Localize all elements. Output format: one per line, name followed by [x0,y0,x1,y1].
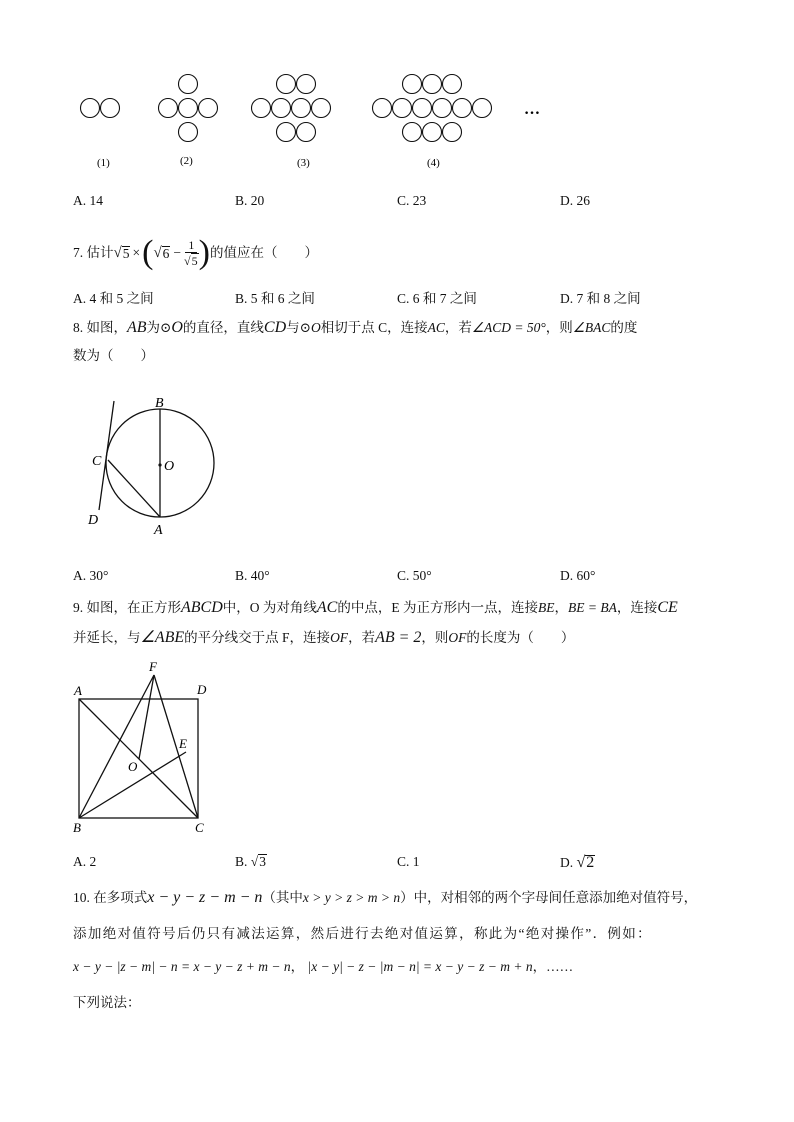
q9-text: 中，O 为对角线 [222,600,317,615]
q9-line-1 [73,598,678,618]
q7-denominator-value: 5 [191,253,198,268]
pattern-circle [277,75,296,94]
pattern-circle [403,123,422,142]
q8-label-B: B [155,396,164,411]
q10-separator: ， [290,959,305,974]
q8-text: 如图， [86,320,127,335]
pattern-circle [179,99,198,118]
q9-text: 的中点，E 为正方形内一点，连接 [337,600,538,615]
q9-AB-eq-2: AB = 2 [375,629,422,646]
q7-prefix: 估计 [86,245,114,260]
pattern-label-2: (2) [180,155,193,167]
pattern-circle [403,75,422,94]
q10-line-3 [73,957,573,977]
q9-text: 并延长，与 [73,630,141,645]
q8-text: 相切于点 C，连接 [320,320,428,335]
q9-label-C: C [195,820,204,835]
q9-segment-OF [139,675,154,759]
q8-text: ，则 [545,320,573,335]
q9-square-figure [68,655,218,840]
sqrt-icon: √ [113,245,122,261]
q10-line-2: 添加绝对值符号后仍只有减法运算，然后进行去绝对值运算，称此为“绝对操作”．例如： [73,926,652,941]
pattern-circle [443,123,462,142]
q9-label-F: F [149,659,157,674]
q10-condition: x > y > z > m > n [302,890,401,905]
q9-number: 9. [73,600,84,615]
pattern-circle [292,99,311,118]
q8-center-dot [158,463,161,466]
q10-line-1 [73,888,697,908]
q8-label-D: D [88,513,99,528]
pattern-circle [297,75,316,94]
q10-line-4: 下列说法： [73,995,141,1010]
q8-label-A: A [154,523,163,538]
q7-fraction [184,239,199,268]
q7-times: × [132,245,141,260]
q7-option-c: C. 6 和 7 之间 [397,291,477,306]
q9-line-2 [73,628,574,648]
q8-angle-BAC: ∠BAC [572,320,611,335]
q9-text: 的长度为（ ） [466,630,575,645]
q9-option-c: C. 1 [397,854,420,869]
q8-chord-AC [108,460,160,517]
q9-label-D: D [197,682,207,697]
pattern-circle [433,99,452,118]
pattern-circle [473,99,492,118]
pattern-circle [423,75,442,94]
q9-OF: OF [448,630,467,645]
q7-sqrt5: 5 [122,245,130,261]
pattern-label-1: (1) [97,157,110,169]
pattern-circle [179,123,198,142]
q8-O: O [310,320,321,335]
pattern-circle [443,75,462,94]
q8-circle-figure [80,392,230,542]
pattern-circle [413,99,432,118]
q10-expression: x − y − z − m − n [147,889,263,906]
q9-BE-eq-BA: BE = BA [567,600,617,615]
pattern-circle [199,99,218,118]
q8-option-c: C. 50° [397,568,432,583]
q10-number: 10. [73,890,90,905]
q8-CD: CD [263,319,287,336]
q9-AC: AC [316,599,338,616]
q9-text: ， [554,600,568,615]
q10-example-2: |x − y| − z − |m − n| = x − y − z − m + n [307,959,533,974]
pattern-circle [423,123,442,142]
q7-option-a: A. 4 和 5 之间 [73,291,154,306]
q9-label-A: A [74,683,82,698]
q8-O: O [171,319,183,336]
q8-line-1 [73,318,637,338]
pattern-ellipsis: … [524,101,540,118]
q7-option-d: D. 7 和 8 之间 [560,291,641,306]
q8-AB: AB [127,319,147,336]
q9-option-b-prefix: B. [235,854,248,869]
q8-angle-ACD: ∠ACD = 50° [471,320,546,335]
q7-suffix: 的值应在（ ） [209,245,318,260]
q8-text: 与⊙ [286,320,311,335]
q9-BE: BE [537,600,555,615]
pattern-circle [277,123,296,142]
q9-label-E: E [179,736,187,751]
q7-option-b: B. 5 和 6 之间 [235,291,315,306]
pattern-circle [101,99,120,118]
q9-option-a: A. 2 [73,854,97,869]
q9-ABCD: ABCD [181,599,223,616]
q7-numerator: 1 [185,239,197,253]
q8-text: ，若 [444,320,472,335]
q9-option-b-value: 3 [259,854,266,869]
q8-line-2: 数为（ ） [73,348,154,363]
q6-option-d: D. 26 [560,193,590,208]
q8-text: 为⊙ [146,320,172,335]
right-paren-icon: ) [198,234,210,271]
q8-text: 的度 [610,320,638,335]
q8-option-b: B. 40° [235,568,270,583]
q8-AC: AC [427,320,445,335]
q9-option-d-prefix: D. [560,855,574,870]
sqrt-icon: √ [576,854,586,871]
q10-example-1: x − y − |z − m| − n = x − y − z + m − n [73,959,291,974]
pattern-circle [297,123,316,142]
q10-tail: ，…… [532,959,574,974]
q7-minus: − [173,245,182,260]
q9-text: ，连接 [616,600,658,615]
q8-option-d: D. 60° [560,568,596,583]
pattern-circle [393,99,412,118]
q10-text: （其中 [262,890,303,905]
q8-number: 8. [73,320,84,335]
pattern-circle [252,99,271,118]
sqrt-icon: √ [184,253,191,268]
pattern-figure [60,60,560,180]
q6-option-c: C. 23 [397,193,427,208]
sqrt-icon: √ [250,854,259,869]
pattern-circle [81,99,100,118]
q9-option-d-value: 2 [586,854,595,871]
q6-option-a: A. 14 [73,193,103,208]
q9-label-B: B [73,820,81,835]
q8-label-O: O [164,459,175,474]
q9-text: 如图，在正方形 [86,600,181,615]
q7-number: 7. [73,245,84,260]
q10-text: 在多项式 [93,890,148,905]
q9-option-d [560,854,595,872]
q9-text: 的平分线交于点 F，连接 [184,630,331,645]
sqrt-icon: √ [153,245,162,261]
pattern-circle [272,99,291,118]
pattern-label-3: (3) [297,157,310,169]
q9-CE: CE [657,599,678,616]
q7-sqrt6: 6 [162,245,170,261]
q9-text: ，若 [348,630,376,645]
pattern-circle [373,99,392,118]
pattern-circle [312,99,331,118]
q8-label-C: C [92,454,102,469]
q9-text: ，则 [421,630,449,645]
q8-option-a: A. 30° [73,568,109,583]
q7-denominator [184,253,199,268]
q8-text: 的直径，直线 [182,320,264,335]
pattern-circle [453,99,472,118]
q7-question [73,236,318,270]
q9-segment-BF [79,675,154,818]
q6-option-b: B. 20 [235,193,265,208]
q10-text: ）中，对相邻的两个字母间任意添加绝对值符号， [400,890,698,905]
q9-angle-ABE: ∠ABE [140,629,185,646]
pattern-label-4: (4) [427,157,440,169]
left-paren-icon: ( [142,234,154,271]
q9-OF: OF [330,630,349,645]
q9-option-b [235,854,267,870]
pattern-circle [179,75,198,94]
q9-label-O: O [128,759,138,774]
pattern-circle [159,99,178,118]
